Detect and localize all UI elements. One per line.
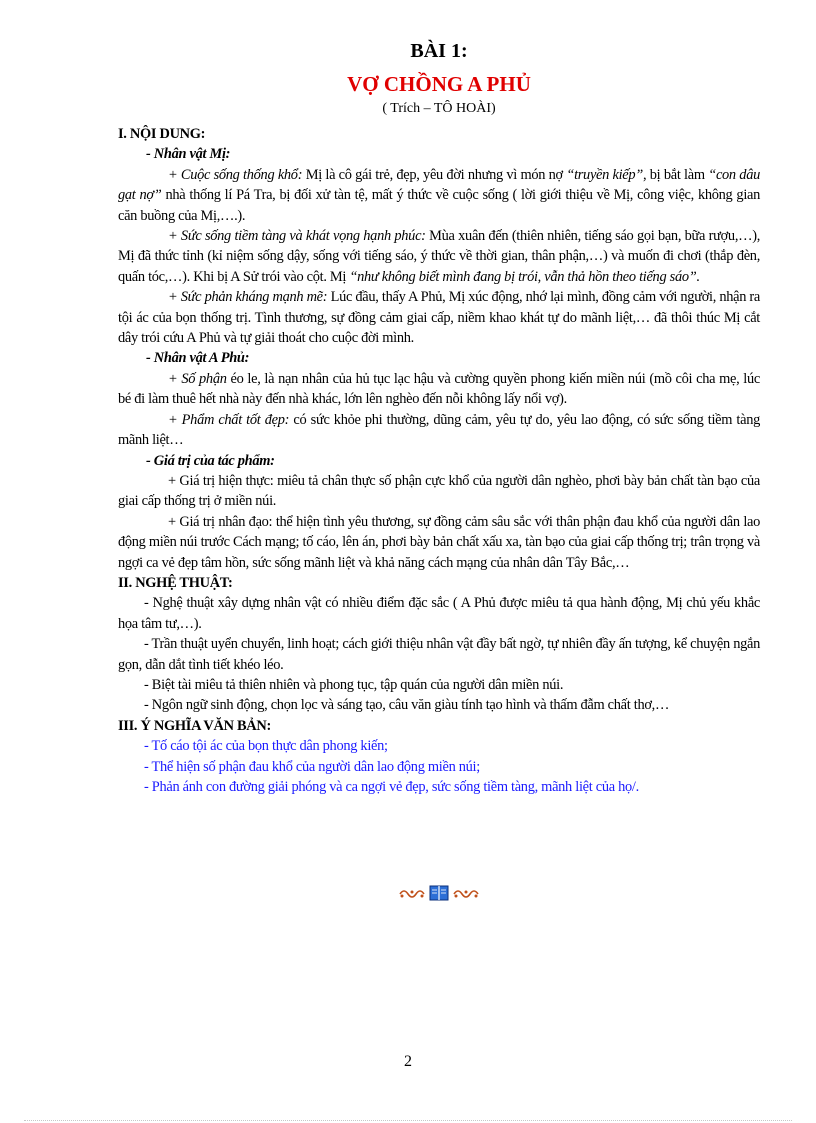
text-mi-life-2: , bị bắt làm [643, 166, 709, 183]
art-item: - Biệt tài miêu tả thiên nhiên và phong tục, tập quán của người dân miền núi. [144, 676, 564, 693]
label-mi-vitality: + Sức sống tiềm tàng và khát vọng hạnh phúc: [168, 228, 426, 245]
page-bottom-border [24, 1120, 792, 1121]
lesson-number: BÀI 1: [410, 40, 468, 62]
art-item: - Trần thuật uyển chuyển, linh hoạt; cách giới thiệu nhân vật đầy bất ngờ, tự nhiên đầy ấn tượng, kể chuyện ngắn gọn, dẫn dắt tình tiết khéo léo. [118, 636, 760, 673]
label-aphu-fate: + Số phận [168, 370, 227, 387]
text-aphu-quality: có sức khỏe phi thường, dũng cảm, yêu tự do, yêu lao động, có sức sống tiềm tàng mãnh liệt… [118, 411, 761, 449]
label-mi-life: + Cuộc sống thống khổ: [168, 166, 303, 183]
label-aphu-quality: + Phẩm chất tốt đẹp: [168, 411, 290, 428]
quote-con-dau: “con dâu gạt nợ” [118, 166, 760, 204]
quote-truyen-kiep: “truyền kiếp” [566, 166, 643, 183]
subheading-a-phu: - Nhân vật A Phủ: [146, 350, 250, 367]
art-item: - Ngôn ngữ sinh động, chọn lọc và sáng tạo, câu văn giàu tính tạo hình và thấm đẫm chất thơ,… [144, 697, 670, 714]
paragraph-mi-life [118, 165, 760, 226]
text-mi-life-3: nhà thống lí Pá Tra, bị đối xử tàn tệ, mất ý thức về cuộc sống ( lời giới thiệu về Mị, công việc, không gian căn buồng của Mị,….). [118, 187, 761, 224]
section-heading-content: I. NỘI DUNG: [118, 126, 206, 142]
label-mi-resistance: + Sức phản kháng mạnh mẽ: [168, 289, 328, 306]
meaning-item: - Tố cáo tội ác của bọn thực dân phong kiến; [144, 738, 388, 755]
meaning-item: - Phản ánh con đường giải phóng và ca ngợi vẻ đẹp, sức sống tiềm tàng, mãnh liệt của họ/. [144, 779, 639, 795]
paragraph-mi-vitality [118, 226, 760, 287]
page-title: VỢ CHỒNG A PHỦ [347, 72, 531, 96]
paragraph-mi-resistance [118, 287, 760, 348]
subheading-mi: - Nhân vật Mị: [146, 146, 231, 163]
page-number: 2 [404, 1053, 412, 1070]
paragraph-aphu-fate [118, 369, 760, 410]
section-heading-art: II. NGHỆ THUẬT: [118, 574, 233, 591]
document-body [118, 124, 760, 797]
paragraph-aphu-quality [118, 410, 760, 451]
paragraph-value-real: + Giá trị hiện thực: miêu tả chân thực số phận cực khổ của người dân nghèo, phơi bày bản chất tàn bạo của giai cấp thống trị ở miền núi. [118, 472, 760, 510]
quote-mi-vitality: “như không biết mình đang bị trói, vẫn thả hồn theo tiếng sáo”. [349, 268, 700, 285]
text-aphu-fate: éo le, là nạn nhân của hủ tục lạc hậu và cường quyền phong kiến miền núi (mồ côi cha mẹ, lúc bé đi làm thuê hết nhà này đến nhà khác, lớn lên nghèo đến nỗi không lấy nổi vợ). [118, 370, 760, 408]
section-heading-meaning: III. Ý NGHĨA VĂN BẢN: [118, 717, 271, 734]
text-mi-life: Mị là cô gái trẻ, đẹp, yêu đời nhưng vì món nợ [302, 166, 567, 183]
page-subtitle: ( Trích – TÔ HOÀI) [382, 101, 496, 116]
art-item: - Nghệ thuật xây dựng nhân vật có nhiều điểm đặc sắc ( A Phủ được miêu tả qua hành động, Mị chủ yếu khắc họa tâm tư,…). [118, 595, 760, 632]
subheading-value: - Giá trị của tác phẩm: [146, 452, 275, 469]
text-mi-resistance: Lúc đầu, thấy A Phủ, Mị xúc động, nhớ lại mình, đồng cảm với người, nhận ra tội ác của bọn thống trị. Tình thương, sự đồng cảm giai cấp, niềm khao khát tự do mãnh liệt,… đã thôi thúc Mị cắt dây trói cứu A Phủ và tự giải thoát cho cuộc đời mình. [118, 289, 760, 347]
book-ornament-icon [398, 884, 480, 902]
text-mi-vitality: Mùa xuân đến (thiên nhiên, tiếng sáo gọi bạn, bữa rượu,…), Mị đã thức tỉnh (kỉ niệm sống dậy, sống với tiếng sáo, ý thức về thời gian, thân phận,…) và muốn đi chơi (thắp đèn, quấn tóc,…). Khi bị A Sử trói vào cột. Mị [118, 228, 760, 285]
paragraph-value-human: + Giá trị nhân đạo: thể hiện tình yêu thương, sự đồng cảm sâu sắc với thân phận đau khổ của người dân lao động miền núi trước Cách mạng; tố cáo, lên án, phơi bày bản chất xấu xa, tàn bạo của giai cấp thống trị; trân trọng và ngợi ca vẻ đẹp tâm hồn, sức sống mãnh liệt và khả năng cách mạng của nhân dân Tây Bắc,… [118, 513, 760, 571]
meaning-item: - Thể hiện số phận đau khổ của người dân lao động miền núi; [144, 758, 480, 775]
